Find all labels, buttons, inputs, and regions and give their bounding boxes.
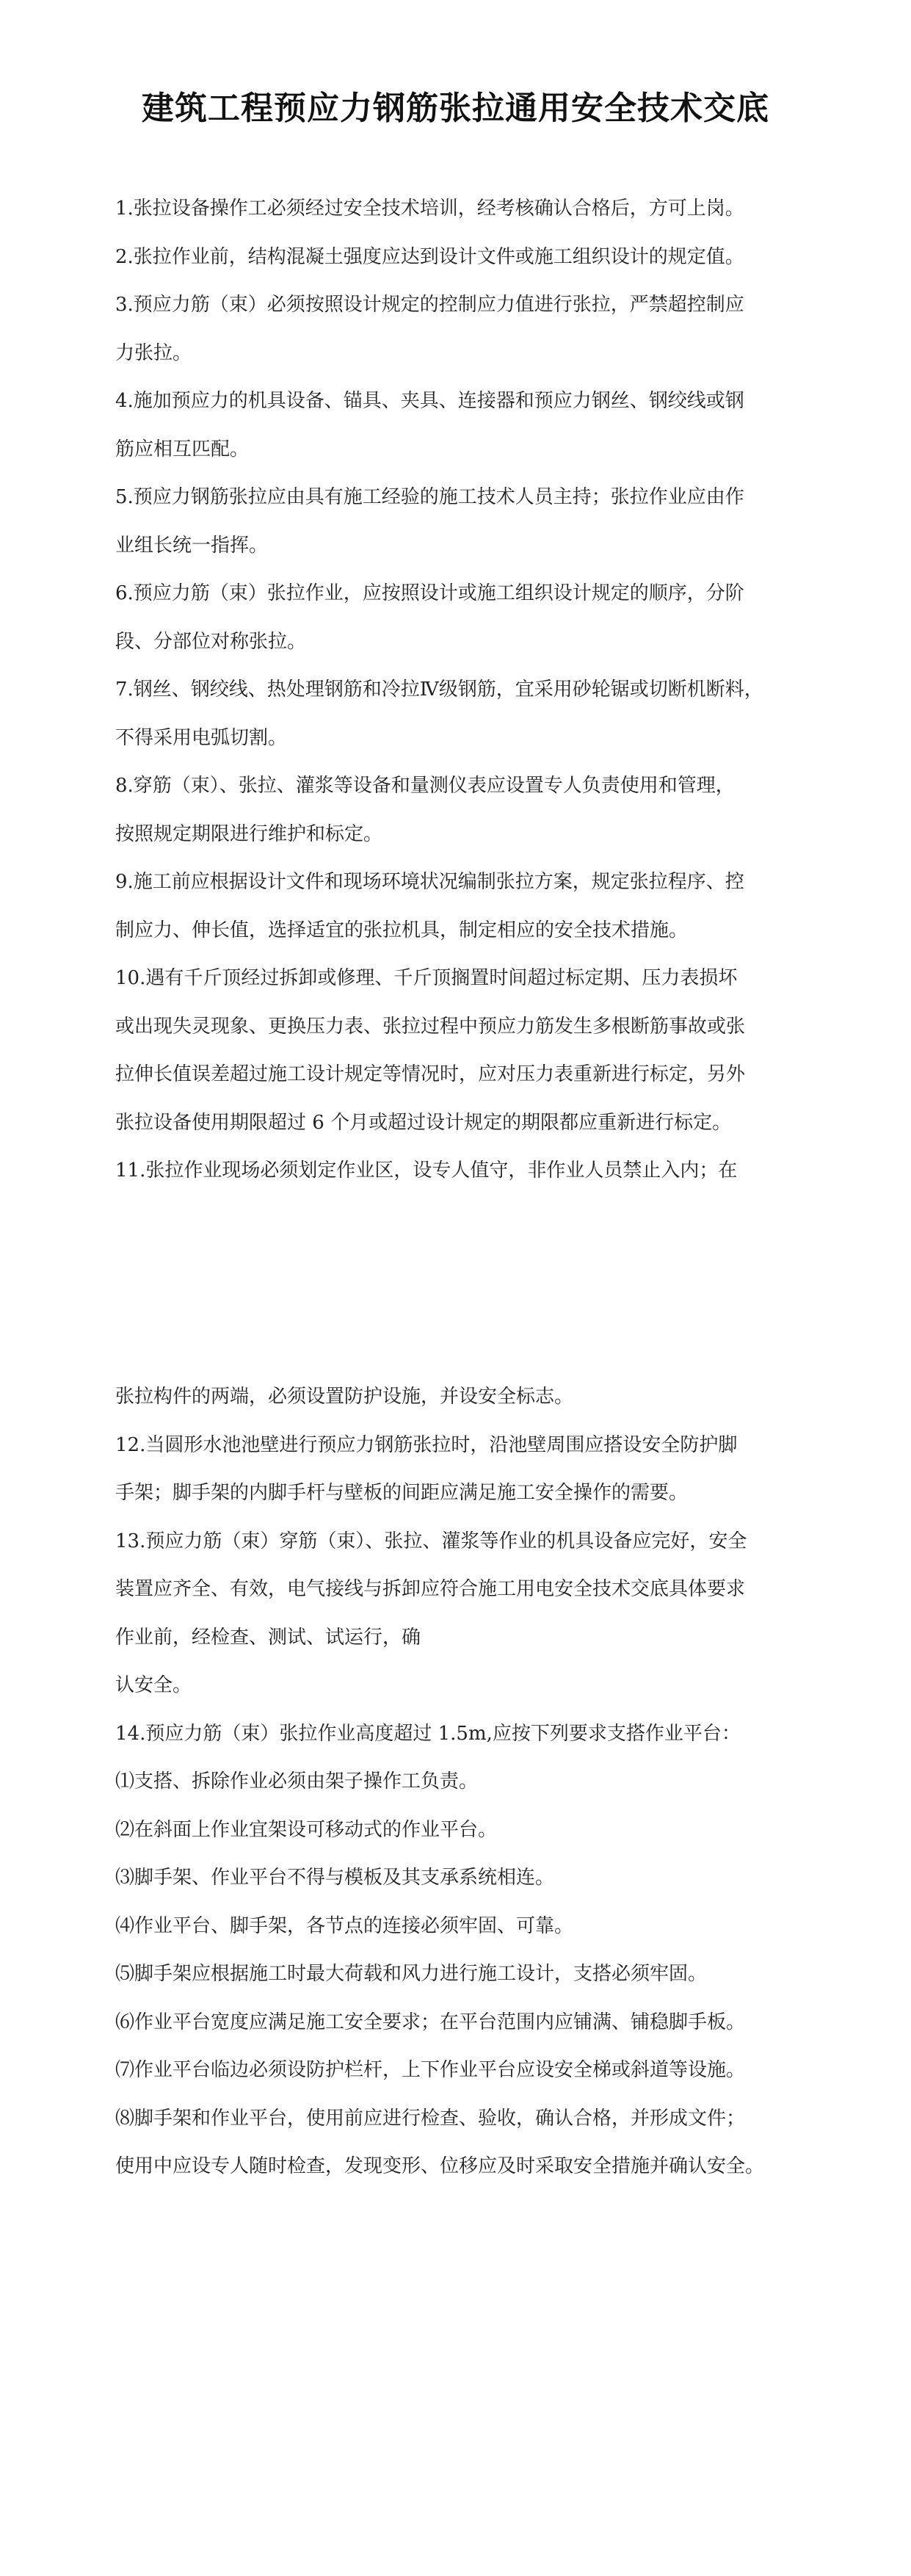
text-line: 5.预应力钢筋张拉应由具有施工经验的施工技术人员主持；张拉作业应由作	[115, 486, 744, 508]
text-line: 14.预应力筋（束）张拉作业高度超过 1.5m,应按下列要求支搭作业平台：	[115, 1722, 741, 1745]
document-title: 建筑工程预应力钢筋张拉通用安全技术交底	[142, 90, 769, 127]
text-line: 业组长统一指挥。	[115, 534, 269, 557]
text-line: ⑶脚手架、作业平台不得与模板及其支承系统相连。	[115, 1867, 555, 1889]
text-line: 不得采用电弧切割。	[115, 726, 288, 749]
text-line: 作业前，经检查、测试、试运行，确	[115, 1626, 421, 1649]
text-line: ⑴支搭、拆除作业必须由架子操作工负责。	[115, 1770, 479, 1792]
text-line: ⑹作业平台宽度应满足施工安全要求；在平台范围内应铺满、铺稳脚手板。	[115, 2011, 746, 2033]
text-line: 力张拉。	[115, 341, 192, 364]
text-line: 按照规定期限进行维护和标定。	[115, 822, 383, 845]
text-line: 张拉设备使用期限超过 6 个月或超过设计规定的期限都应重新进行标定。	[115, 1111, 732, 1134]
text-line: 制应力、伸长值，选择适宜的张拉机具，制定相应的安全技术措施。	[115, 919, 689, 941]
text-line: 手架；脚手架的内脚手杆与壁板的间距应满足施工安全操作的需要。	[115, 1482, 689, 1504]
text-line: 2.张拉作业前，结构混凝土强度应达到设计文件或施工组织设计的规定值。	[115, 245, 744, 268]
text-line: ⑸脚手架应根据施工时最大荷载和风力进行施工设计，支搭必须牢固。	[115, 1963, 708, 1985]
text-line: 装置应齐全、有效，电气接线与拆卸应符合施工用电安全技术交底具体要求	[115, 1578, 746, 1600]
text-line: 使用中应设专人随时检查，发现变形、位移应及时采取安全措施并确认安全。	[115, 2155, 765, 2177]
text-line: 拉伸长值误差超过施工设计规定等情况时，应对压力表重新进行标定，另外	[115, 1063, 746, 1085]
text-line: 9.施工前应根据设计文件和现场环境状况编制张拉方案，规定张拉程序、控	[115, 871, 744, 893]
text-line: 张拉构件的两端，必须设置防护设施，并设安全标志。	[115, 1386, 574, 1408]
text-line: 或出现失灵现象、更换压力表、张拉过程中预应力筋发生多根断筋事故或张	[115, 1015, 746, 1038]
text-line: 7.钢丝、钢绞线、热处理钢筋和冷拉Ⅳ级钢筋，宜采用砂轮锯或切断机断料，	[115, 679, 763, 701]
text-line: 认安全。	[115, 1674, 192, 1696]
text-line: 13.预应力筋（束）穿筋（束）、张拉、灌浆等作业的机具设备应完好，安全	[115, 1530, 747, 1552]
text-line: ⑵在斜面上作业宜架设可移动式的作业平台。	[115, 1818, 498, 1841]
text-line: ⑺作业平台临边必须设防护栏杆，上下作业平台应设安全梯或斜道等设施。	[115, 2059, 746, 2081]
text-line: 6.预应力筋（束）张拉作业，应按照设计或施工组织设计规定的顺序，分阶	[115, 582, 744, 604]
text-line: 8.穿筋（束）、张拉、灌浆等设备和量测仪表应设置专人负责使用和管理，	[115, 775, 735, 797]
text-block-second	[115, 1373, 798, 2191]
text-line: 1.张拉设备操作工必须经过安全技术培训，经考核确认合格后，方可上岗。	[115, 198, 744, 220]
text-line: 4.施加预应力的机具设备、锚具、夹具、连接器和预应力钢丝、钢绞线或钢	[115, 390, 744, 412]
text-line: 3.预应力筋（束）必须按照设计规定的控制应力值进行张拉，严禁超控制应	[115, 294, 744, 316]
text-line: 10.遇有千斤顶经过拆卸或修理、千斤顶搁置时间超过标定期、压力表损坏	[115, 967, 738, 989]
text-line: 段、分部位对称张拉。	[115, 630, 307, 653]
text-line: 11.张拉作业现场必须划定作业区，设专人值守，非作业人员禁止入内；在	[115, 1159, 738, 1182]
text-line: ⑷作业平台、脚手架，各节点的连接必须牢固、可靠。	[115, 1914, 574, 1937]
text-line: ⑻脚手架和作业平台，使用前应进行检查、验收，确认合格，并形成文件；	[115, 2107, 746, 2130]
text-line: 12.当圆形水池池壁进行预应力钢筋张拉时，沿池壁周围应搭设安全防护脚	[115, 1433, 738, 1456]
text-line: 筋应相互匹配。	[115, 438, 250, 460]
text-block-first	[115, 185, 798, 1195]
